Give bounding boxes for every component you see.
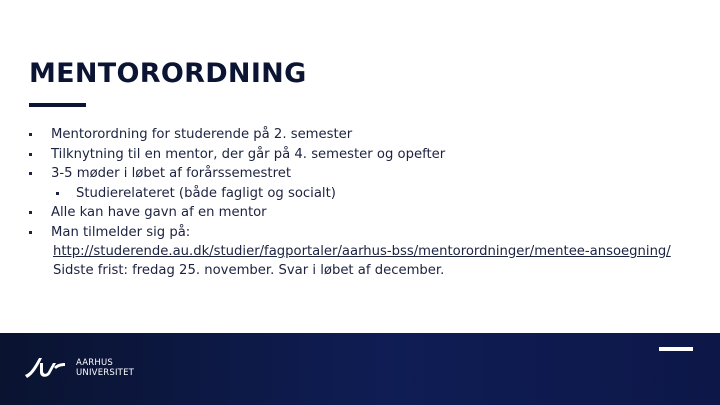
- signup-link[interactable]: http://studerende.au.dk/studier/fagportaler/aarhus-bss/mentorordninger/mentee-ansoegning/: [53, 244, 671, 259]
- slide-title: MENTORORDNING: [29, 58, 307, 89]
- sub-bullet-item: Studierelateret (både fagligt og socialt): [29, 184, 679, 204]
- bullet-item: Man tilmelder sig på:: [29, 223, 679, 243]
- footer-bar: [0, 333, 720, 405]
- bullet-item: Mentorordning for studerende på 2. semester: [29, 125, 679, 145]
- title-underline: [29, 103, 86, 107]
- bullet-item: Alle kan have gavn af en mentor: [29, 203, 679, 223]
- bullet-item: Tilknytning til en mentor, der går på 4. semester og opefter: [29, 145, 679, 165]
- bullet-item: 3-5 møder i løbet af forårssemestret: [29, 164, 679, 184]
- university-name: [76, 358, 134, 378]
- slide-content: [29, 125, 679, 281]
- logo-line1: AARHUS: [76, 358, 113, 368]
- footer-dash: [659, 347, 693, 351]
- au-logo-icon: [23, 355, 67, 379]
- logo-line2: UNIVERSITET: [76, 368, 135, 378]
- deadline-text: Sidste frist: fredag 25. november. Svar i løbet af december.: [53, 263, 445, 278]
